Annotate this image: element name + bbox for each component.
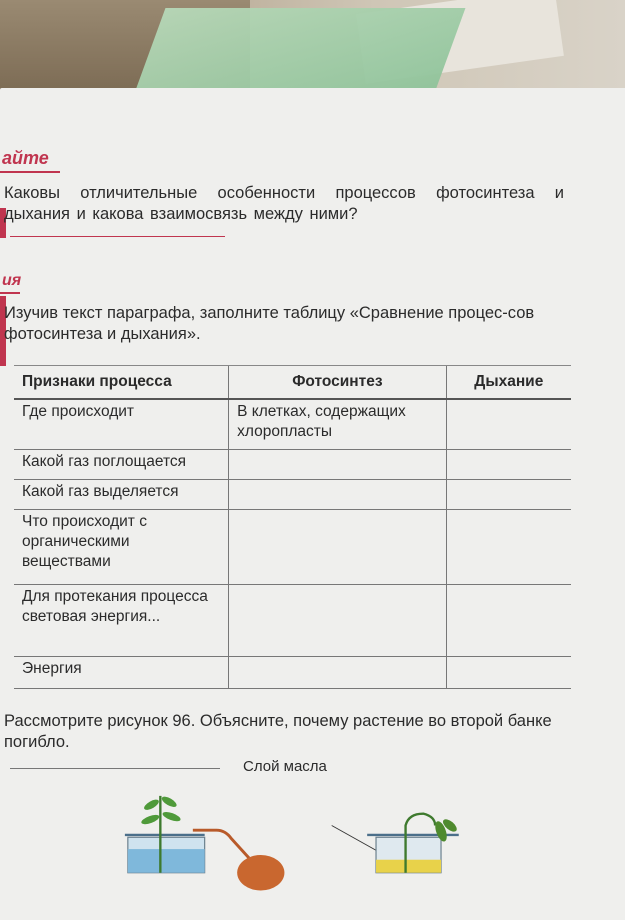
respiration-cell[interactable] — [446, 479, 571, 509]
row-label: Где происходит — [14, 399, 229, 449]
photosynthesis-cell[interactable] — [229, 509, 447, 584]
task-text: Изучив текст параграфа, заполните таблицу «Сравнение процес-сов фотосинтеза и дыхания». — [4, 304, 535, 343]
respiration-cell[interactable] — [446, 509, 571, 584]
task-2-underline — [10, 768, 220, 769]
header-features: Признаки процесса — [14, 366, 229, 400]
row-label: Что происходит с органическими веществами — [14, 509, 229, 584]
table-row — [14, 584, 571, 656]
table-row — [14, 509, 571, 584]
photosynthesis-cell[interactable] — [229, 656, 447, 688]
oil-layer-label: Слой масла — [243, 758, 327, 775]
row-label: Для протекания процесса световая энергия... — [14, 584, 229, 656]
respiration-cell[interactable] — [446, 449, 571, 479]
question-1: Каковы отличительные особенности процессов фотосинтеза и дыхания и какова взаимосвязь между ними? — [4, 184, 564, 223]
row-label: Какой газ выделяется — [14, 479, 229, 509]
table-row — [14, 479, 571, 509]
header-photosynthesis: Фотосинтез — [229, 366, 447, 400]
row-label: Энергия — [14, 656, 229, 688]
table-row — [14, 399, 571, 449]
task-2-text: Рассмотрите рисунок 96. Объясните, почему растение во второй банке погибло. — [4, 712, 552, 751]
table-row — [14, 656, 571, 688]
left-jar — [125, 835, 205, 873]
respiration-cell[interactable] — [446, 584, 571, 656]
photosynthesis-cell[interactable]: В клетках, содержащих хлоропласты — [229, 399, 447, 449]
photosynthesis-cell[interactable] — [229, 584, 447, 656]
comparison-table — [14, 365, 571, 689]
section-heading-2: ия — [2, 272, 22, 289]
row-label: Какой газ поглощается — [14, 449, 229, 479]
experiment-illustration — [0, 790, 625, 920]
photosynthesis-cell[interactable] — [229, 449, 447, 479]
heading-underline-2 — [0, 292, 20, 294]
header-respiration: Дыхание — [446, 366, 571, 400]
section-heading-1: айте — [2, 148, 49, 168]
respiration-cell[interactable] — [446, 399, 571, 449]
photosynthesis-cell[interactable] — [229, 479, 447, 509]
green-folder — [135, 8, 466, 93]
respiration-cell[interactable] — [446, 656, 571, 688]
table-header-row — [14, 366, 571, 400]
question-underline — [10, 236, 225, 237]
rubber-bulb — [237, 855, 284, 890]
table-row — [14, 449, 571, 479]
heading-underline — [0, 171, 60, 173]
